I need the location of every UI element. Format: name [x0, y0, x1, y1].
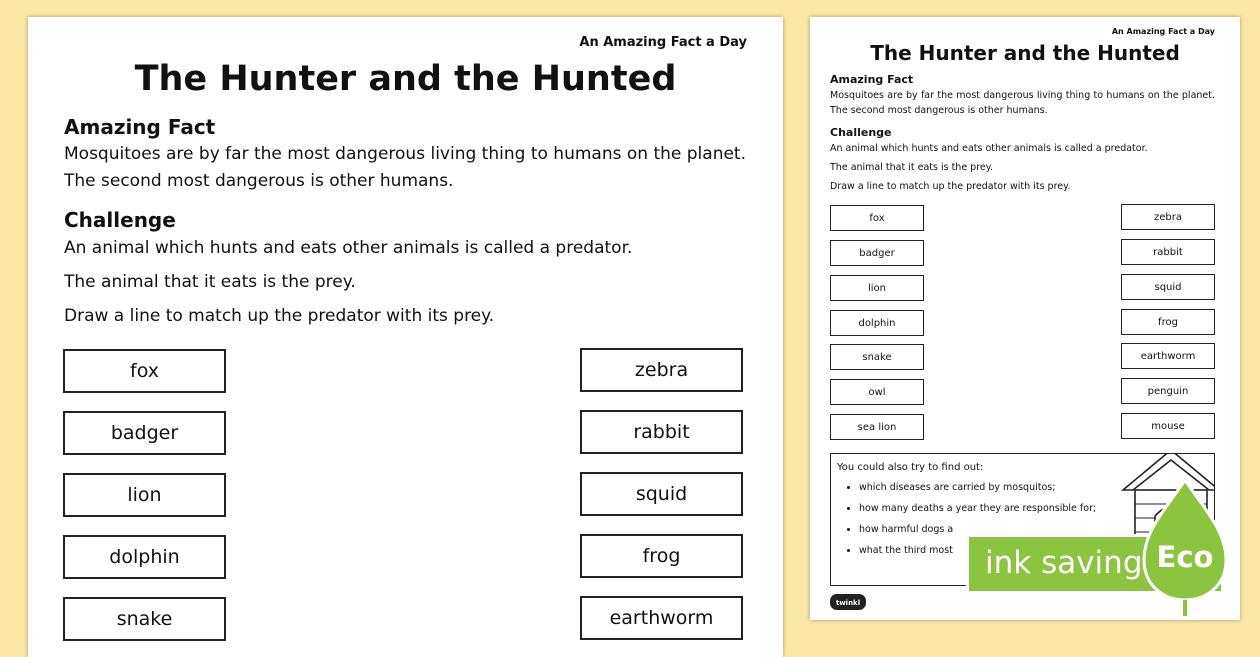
prey-label: zebra — [634, 359, 689, 381]
predator-box — [63, 597, 226, 641]
challenge-line: An animal which hunts and eats other animals is called a predator. — [830, 143, 1148, 154]
prey-box — [1121, 343, 1215, 369]
list-item: • how harmful dogs a — [859, 523, 1096, 537]
prey-box — [580, 534, 743, 578]
prey-label: squid — [635, 483, 688, 505]
challenge-line: The animal that it eats is the prey. — [64, 272, 356, 292]
prey-box — [1121, 309, 1215, 335]
prey-box — [1121, 204, 1215, 230]
prey-box — [580, 410, 743, 454]
prey-box — [580, 348, 743, 392]
prey-label: frog — [642, 545, 681, 567]
list-item: • what the third most — [859, 544, 1096, 558]
predator-label: lion — [127, 484, 162, 506]
predator-box — [830, 205, 924, 231]
fact-heading: Amazing Fact — [64, 115, 216, 139]
predator-label: fox — [130, 360, 159, 382]
worksheet-zoomed — [28, 17, 783, 657]
predator-label: badger — [859, 247, 895, 259]
prey-box — [1121, 274, 1215, 300]
prey-box — [1121, 378, 1215, 404]
predator-label: fox — [869, 212, 885, 224]
challenge-heading: Challenge — [64, 208, 176, 232]
series-label: An Amazing Fact a Day — [579, 35, 747, 50]
series-label: An Amazing Fact a Day — [1111, 27, 1215, 36]
challenge-line: Draw a line to match up the predator with its prey. — [64, 306, 495, 326]
predator-box — [830, 344, 924, 370]
predator-box — [830, 240, 924, 266]
list-item: • which diseases are carried by mosquitos; — [859, 481, 1096, 495]
predator-box — [830, 379, 924, 405]
fact-text: Mosquitoes are by far the most dangerous living thing to humans on the planet. The second most dangerous is other humans. — [64, 144, 746, 191]
predator-label: snake — [862, 351, 892, 363]
predator-label: badger — [110, 422, 179, 444]
challenge-line: The animal that it eats is the prey. — [830, 162, 994, 173]
predator-box — [63, 535, 226, 579]
list-item: • how many deaths a year they are responsible for; — [859, 502, 1096, 516]
predator-box — [63, 411, 226, 455]
twinkl-logo — [830, 594, 866, 610]
prey-label: penguin — [1147, 385, 1189, 397]
predator-box — [63, 349, 226, 393]
prey-label: zebra — [1154, 211, 1182, 223]
prey-box — [580, 596, 743, 640]
predator-box — [830, 414, 924, 440]
predator-label: snake — [116, 608, 173, 630]
predator-box — [830, 310, 924, 336]
prey-box — [1121, 413, 1215, 439]
brand-name: twinkl — [835, 599, 861, 607]
prey-label: rabbit — [1153, 246, 1183, 258]
predator-label: dolphin — [109, 546, 180, 568]
page-title: The Hunter and the Hunted — [870, 41, 1180, 65]
page-title: The Hunter and the Hunted — [134, 59, 677, 99]
predator-label: dolphin — [858, 317, 896, 329]
fact-heading: Amazing Fact — [830, 73, 914, 86]
fact-text: Mosquitoes are by far the most dangerous living thing to humans on the planet. The second most dangerous is other humans. — [830, 90, 1215, 116]
predator-label: owl — [868, 386, 886, 398]
prey-label: earthworm — [1140, 350, 1196, 362]
prey-label: frog — [1158, 316, 1178, 328]
predator-box — [63, 473, 226, 517]
prey-label: earthworm — [609, 607, 714, 629]
prey-box — [580, 472, 743, 516]
prey-box — [1121, 239, 1215, 265]
ink-saving-text: ink saving — [985, 545, 1143, 581]
predator-label: sea lion — [857, 421, 897, 433]
find-out-intro: You could also try to find out: — [837, 462, 984, 473]
prey-label: mouse — [1151, 420, 1185, 432]
challenge-heading: Challenge — [830, 126, 892, 139]
predator-label: lion — [867, 282, 886, 294]
prey-label: squid — [1154, 281, 1182, 293]
challenge-line: An animal which hunts and eats other animals is called a predator. — [64, 238, 633, 258]
challenge-line: Draw a line to match up the predator with its prey. — [830, 181, 1071, 192]
eco-label: Eco — [1156, 540, 1214, 574]
predator-box — [830, 275, 924, 301]
prey-label: rabbit — [633, 421, 690, 443]
